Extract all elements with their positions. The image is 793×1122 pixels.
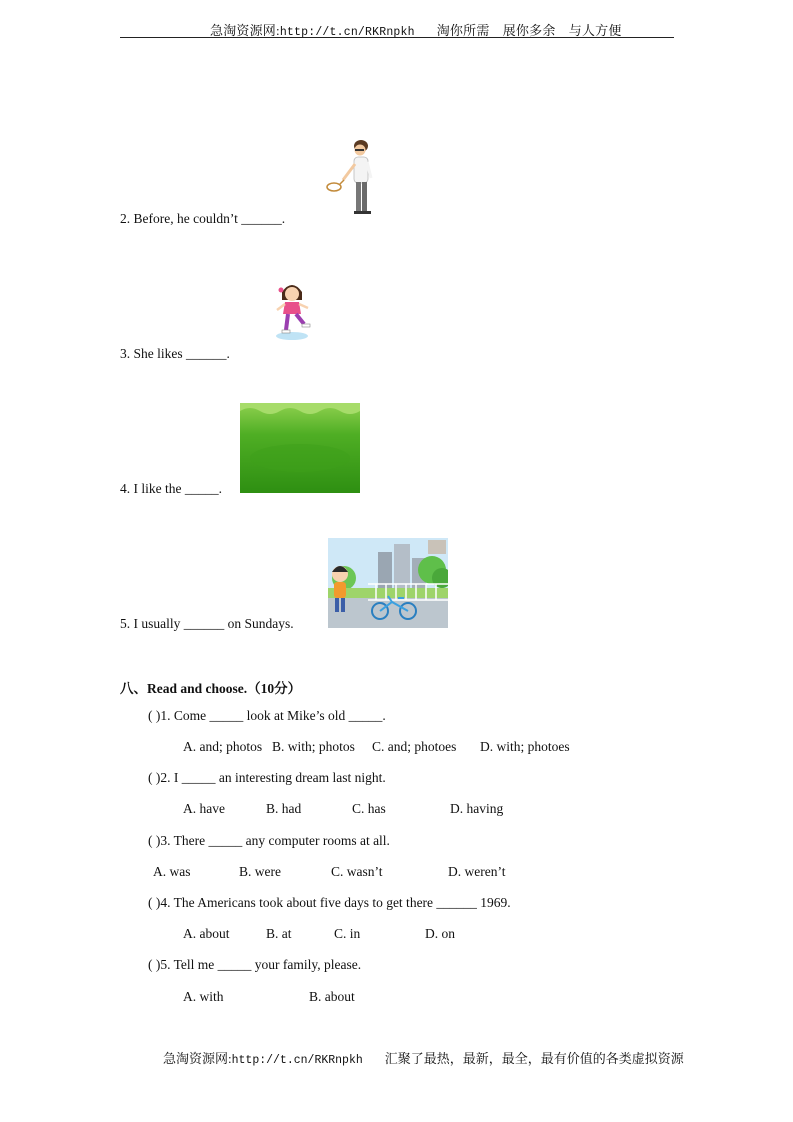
mc1-option-b: B. with; photos [272, 739, 355, 754]
footer-url[interactable]: http://t.cn/RKRnpkh [231, 1054, 363, 1067]
boy-bicycle-picture [328, 538, 448, 628]
question-4: 4. I like the _____. [120, 481, 222, 496]
mc2-option-d: D. having [450, 801, 504, 816]
mc-question-4: ( )4. The Americans took about five days to get there ______ 1969. [148, 895, 511, 910]
mc3-option-c: C. wasn’t [331, 864, 383, 879]
mc1-option-a: A. and; photos [183, 739, 263, 754]
mc5-option-b: B. about [309, 989, 355, 1004]
mc1-option-c: C. and; photoes [372, 739, 457, 754]
mc4-option-d: D. on [425, 926, 455, 941]
mc3-option-a: A. was [153, 864, 191, 879]
mc-question-3: ( )3. There _____ any computer rooms at all. [148, 833, 390, 848]
mc-question-1: ( )1. Come _____ look at Mike’s old _____. [148, 708, 386, 723]
section-8-title: 八、Read and choose.（10分） [120, 681, 302, 696]
mc1-option-d: D. with; photoes [480, 739, 570, 754]
mc2-option-c: C. has [352, 801, 386, 816]
header-url[interactable]: http://t.cn/RKRnpkh [279, 26, 415, 39]
girl-skating-picture [272, 280, 314, 342]
mc3-option-d: D. weren’t [448, 864, 506, 879]
grass-picture [240, 403, 360, 493]
question-3: 3. She likes ______. [120, 346, 230, 361]
page-footer [163, 1048, 684, 1067]
footer-site: 急淘资源网: [163, 1051, 232, 1066]
header-slogan: 淘你所需 展你多余 与人方便 [436, 23, 622, 38]
footer-slogan: 汇聚了最热，最新，最全，最有价值的各类虚拟资源 [384, 1051, 684, 1066]
header-site: 急淘资源网: [210, 23, 280, 38]
mc4-option-c: C. in [334, 926, 361, 941]
mc4-option-b: B. at [266, 926, 292, 941]
question-5: 5. I usually ______ on Sundays. [120, 616, 294, 631]
mc3-option-b: B. were [239, 864, 281, 879]
mc5-option-a: A. with [183, 989, 224, 1004]
mc-question-5: ( )5. Tell me _____ your family, please. [148, 957, 362, 972]
header-rule [120, 37, 674, 38]
mc-question-2: ( )2. I _____ an interesting dream last night. [148, 770, 386, 785]
question-2: 2. Before, he couldn’t ______. [120, 211, 286, 226]
mc2-option-b: B. had [266, 801, 302, 816]
mc4-option-a: A. about [183, 926, 230, 941]
mc2-option-a: A. have [183, 801, 225, 816]
man-badminton-picture [325, 138, 377, 218]
